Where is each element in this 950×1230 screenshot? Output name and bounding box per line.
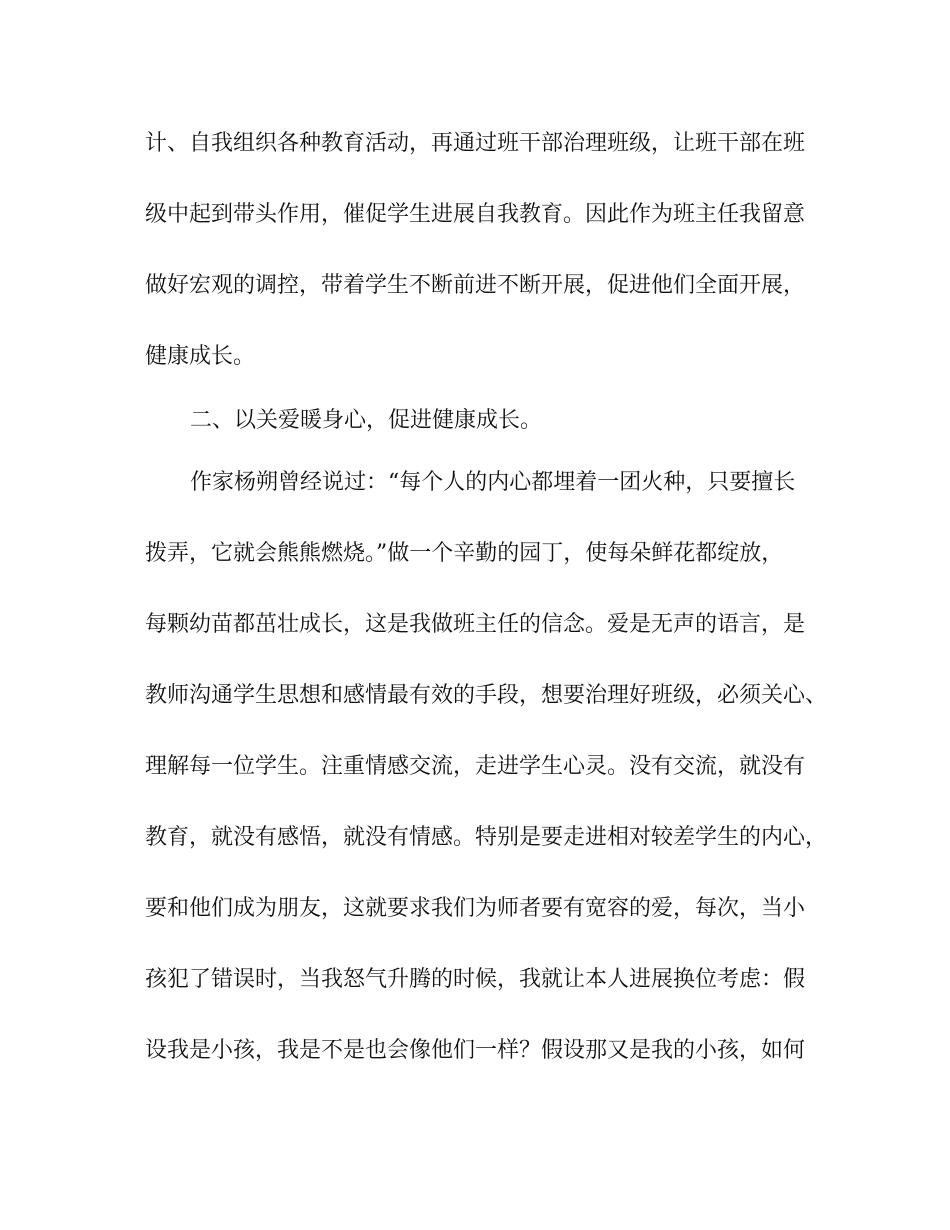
text-line-14: 设我是小孩，我是不是也会像他们一样？假设那又是我的小孩，如何 xyxy=(145,1038,806,1063)
text-line-3: 做好宏观的调控，带着学生不断前进不断开展，促进他们全面开展， xyxy=(145,273,806,298)
text-line-13: 孩犯了错误时，当我怒气升腾的时候，我就让本人进展换位考虑：假 xyxy=(145,967,806,992)
text-line-11: 教育，就没有感悟，就没有情感。特别是要走进相对较差学生的内心， xyxy=(145,825,828,850)
text-line-1: 计、自我组织各种教育活动，再通过班干部治理班级，让班干部在班 xyxy=(145,131,806,156)
text-line-9: 教师沟通学生思想和感情最有效的手段，想要治理好班级，必须关心、 xyxy=(145,683,828,708)
text-line-4: 健康成长。 xyxy=(145,344,256,369)
text-line-8: 每颗幼苗都茁壮成长，这是我做班主任的信念。爱是无声的语言，是 xyxy=(145,612,806,637)
text-line-7: 拨弄，它就会熊熊燃烧。”做一个辛勤的园丁，使每朵鲜花都绽放， xyxy=(145,541,784,566)
text-line-12: 要和他们成为朋友，这就要求我们为师者要有宽容的爱，每次，当小 xyxy=(145,896,806,921)
section-heading: 二、以关爱暖身心，促进健康成长。 xyxy=(190,408,543,433)
text-line-6: 作家杨朔曾经说过：“每个人的内心都埋着一团火种，只要擅长 xyxy=(190,470,796,495)
text-line-2: 级中起到带头作用，催促学生进展自我教育。因此作为班主任我留意 xyxy=(145,202,806,227)
text-line-10: 理解每一位学生。注重情感交流，走进学生心灵。没有交流，就没有 xyxy=(145,754,806,779)
